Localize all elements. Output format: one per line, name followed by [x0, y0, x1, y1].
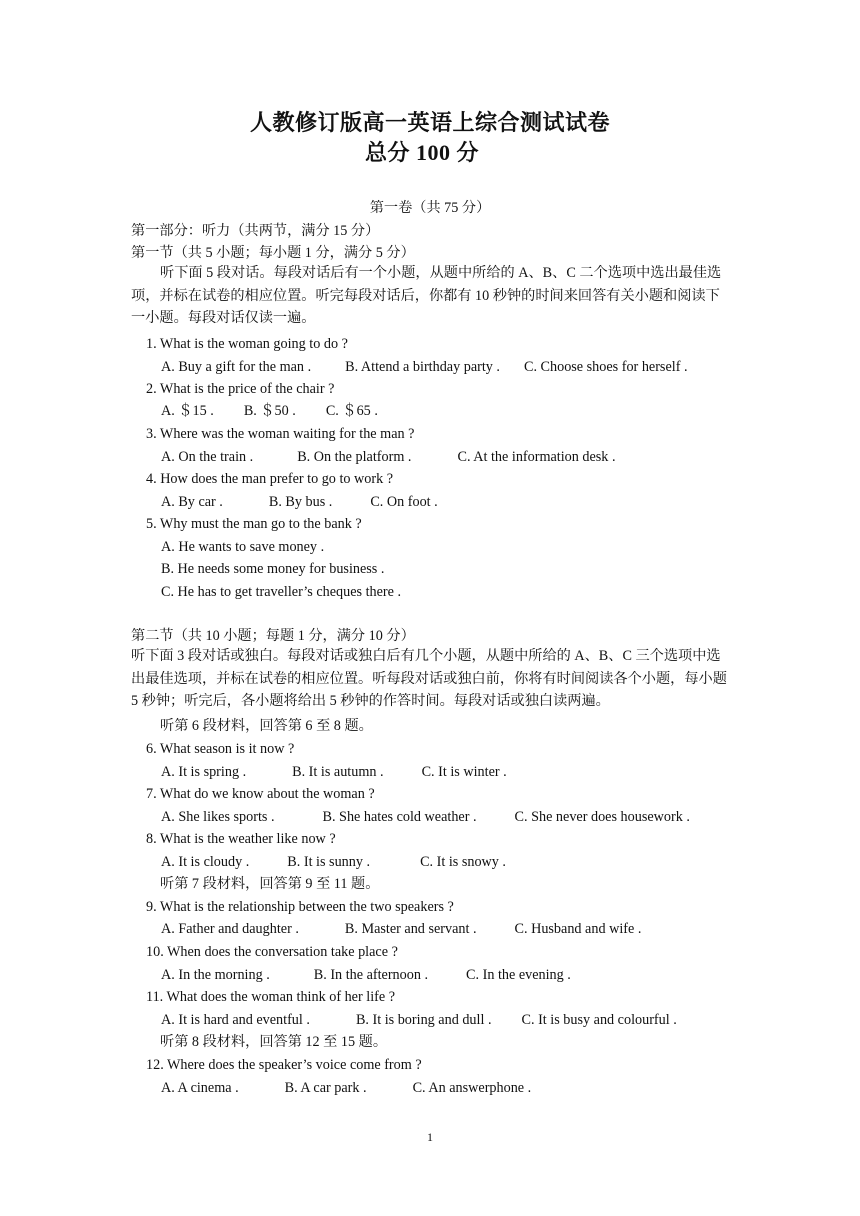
options-9	[161, 920, 641, 938]
exam-title: 人教修订版高一英语上综合测试试卷	[249, 110, 610, 135]
option-5a: A. He wants to save money .	[161, 539, 325, 555]
options-2	[161, 402, 378, 420]
option-12a: A. A cinema .	[161, 1080, 239, 1096]
question-11: 11. What does the woman think of her life ?	[146, 989, 396, 1005]
option-3a: A. On the train .	[161, 449, 254, 465]
total-score: 总分 100 分	[364, 140, 479, 165]
option-2c: C. ＄65 .	[325, 403, 378, 419]
option-8b: B. It is sunny .	[287, 854, 371, 870]
section1-instructions: 听下面 5 段对话。每段对话后有一个小题，从题中所给的 A、B、C 二个选项中选出最佳选项，并标在试卷的相应位置。听完每段对话后，你都有 10 秒钟的时间来回答有关小题和阅读下一小题。每段对话仅读一遍。	[131, 265, 722, 326]
option-10c: C. In the evening .	[466, 967, 571, 983]
option-1b: B. Attend a birthday party .	[345, 359, 500, 375]
question-1: 1. What is the woman going to do ?	[146, 336, 348, 352]
part1-heading: 第一部分：听力（共两节，满分 15 分）	[131, 223, 380, 239]
option-2b: B. ＄50 .	[243, 403, 296, 419]
option-1c: C. Choose shoes for herself .	[523, 359, 688, 375]
option-1a: A. Buy a gift for the man .	[161, 359, 312, 375]
option-5c: C. He has to get traveller’s cheques there .	[161, 584, 402, 600]
option-11a: A. It is hard and eventful .	[161, 1012, 310, 1028]
option-5b: B. He needs some money for business .	[161, 561, 385, 577]
question-6: 6. What season is it now ?	[146, 741, 295, 757]
options-1	[161, 358, 688, 376]
option-2a: A. ＄15 .	[161, 403, 214, 419]
option-8c: C. It is snowy .	[420, 854, 506, 870]
options-6	[161, 763, 507, 781]
option-12c: C. An answerphone .	[412, 1080, 532, 1096]
option-7a: A. She likes sports .	[161, 809, 275, 825]
option-4b: B. By bus .	[268, 494, 333, 510]
option-4c: C. On foot .	[370, 494, 438, 510]
option-3c: C. At the information desk .	[457, 449, 616, 465]
option-9a: A. Father and daughter .	[161, 921, 299, 937]
option-10a: A. In the morning .	[161, 967, 270, 983]
option-10b: B. In the afternoon .	[313, 967, 429, 983]
option-11b: B. It is boring and dull .	[355, 1012, 492, 1028]
material-6-note: 听第 6 段材料，回答第 6 至 8 题。	[160, 718, 373, 734]
question-12: 12. Where does the speaker’s voice come from ?	[146, 1057, 422, 1073]
option-4a: A. By car .	[161, 494, 223, 510]
option-8a: A. It is cloudy .	[161, 854, 250, 870]
option-9b: B. Master and servant .	[344, 921, 477, 937]
question-5: 5. Why must the man go to the bank ?	[146, 516, 362, 532]
question-7: 7. What do we know about the woman ?	[146, 786, 375, 802]
question-10: 10. When does the conversation take place ?	[146, 944, 398, 960]
option-6c: C. It is winter .	[421, 764, 507, 780]
section2-heading: 第二节（共 10 小题；每题 1 分，满分 10 分）	[131, 628, 415, 644]
option-9c: C. Husband and wife .	[514, 921, 642, 937]
options-7	[161, 808, 690, 826]
material-7-note: 听第 7 段材料，回答第 9 至 11 题。	[160, 876, 380, 892]
option-11c: C. It is busy and colourful .	[521, 1012, 677, 1028]
section1-heading: 第一节（共 5 小题；每小题 1 分，满分 5 分）	[131, 245, 415, 261]
option-6a: A. It is spring .	[161, 764, 247, 780]
question-2: 2. What is the price of the chair ?	[146, 381, 335, 397]
option-3b: B. On the platform .	[297, 449, 412, 465]
options-11	[161, 1011, 677, 1029]
options-12	[161, 1079, 531, 1097]
options-4	[161, 493, 438, 511]
option-12b: B. A car park .	[284, 1080, 367, 1096]
page-number: 1	[427, 1130, 433, 1144]
options-10	[161, 966, 571, 984]
options-8	[161, 853, 506, 871]
option-6b: B. It is autumn .	[292, 764, 384, 780]
section2-instructions: 听下面 3 段对话或独白。每段对话或独白后有几个小题，从题中所给的 A、B、C 三个选项中选出最佳选项，并标在试卷的相应位置。听每段对话或独白前，你将有时间阅读各个小题，每小题 5 秒钟；听完后，各小题将给出 5 秒钟的作答时间。每段对话或独白读两遍。	[131, 648, 727, 709]
question-3: 3. Where was the woman waiting for the man ?	[146, 426, 415, 442]
option-7b: B. She hates cold weather .	[322, 809, 477, 825]
question-9: 9. What is the relationship between the two speakers ?	[146, 899, 454, 915]
question-8: 8. What is the weather like now ?	[146, 831, 336, 847]
option-7c: C. She never does housework .	[514, 809, 690, 825]
question-4: 4. How does the man prefer to go to work ?	[146, 471, 394, 487]
volume-heading: 第一卷（共 75 分）	[369, 200, 491, 216]
material-8-note: 听第 8 段材料，回答第 12 至 15 题。	[160, 1034, 388, 1050]
options-3	[161, 448, 616, 466]
